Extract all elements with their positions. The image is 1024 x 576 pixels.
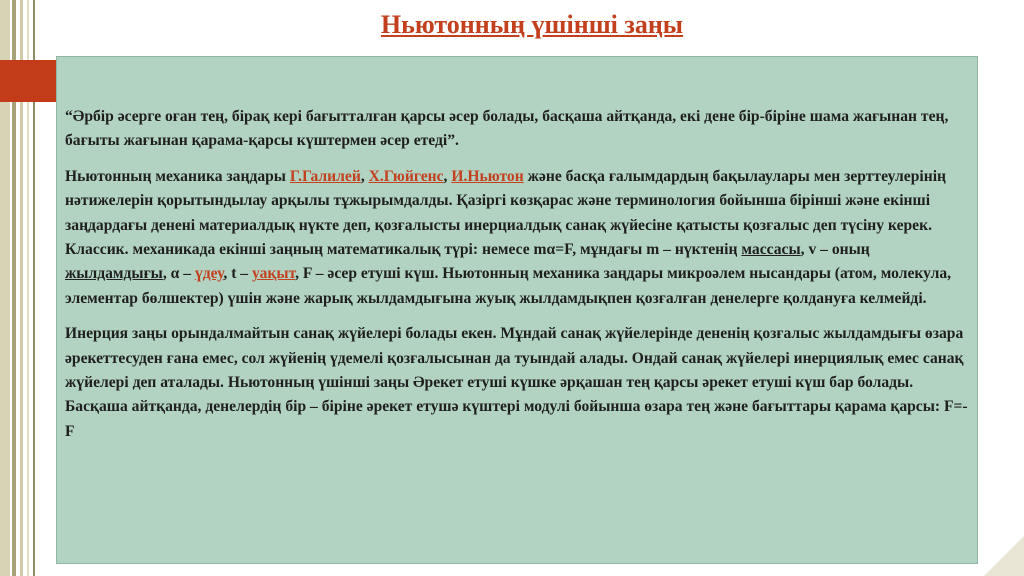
link-acceleration[interactable]: үдеу (194, 265, 224, 283)
link-newton[interactable]: И.Ньютон (451, 167, 524, 185)
inertia-paragraph: Инерция заңы орындалмайтын санақ жүйелері болады екен. Мұндай санақ жүйелерінде дененің қозғалыс жылдамдығы өзара әрекеттесуден ғана емес, сол жүйенің үдемелі қозғалысынан да туындай алады. Ондай санақ жүйелері инерциялық емес санақ жүйелері деп аталады. Ньютонның үшінші заңы Әрекет етуші күшке әрқашан тең қарсы әрекет етуші күш бар болады. Басқаша айтқанда, денелердің бір – біріне әрекет етушә күштері модулі бойынша өзара тең және бағыттары қарама қарсы: F=-F (65, 325, 968, 440)
paragraph-text: , F – әсер етуші күш. Ньютонның механика заңдары микроәлем нысандары (атом, молекула, элементар бөлшектер) үшін және жарық жылдамдығына жуық жылдамдықпен қозғалған денелерге қолдануға келмейді. (65, 265, 952, 307)
link-huygens[interactable]: Х.Гюйгенс (368, 167, 444, 185)
separator: , (360, 167, 369, 185)
link-galilei[interactable]: Г.Галилей (289, 167, 361, 185)
paragraph-text: және басқа ғалымдардың бақылаулары мен зерттеулерінің нәтижелерін қорытындылау арқылы тұжырымдалды. Қазіргі көзқарас және терминология бойынша бірінші және екінші заңдардағы денені материалдық нүкте деп, қозғалысты инерциалдық санақ жүйесіне қатысты қозғалыс деп түсіну керек. Классик. механикада екінші заңның математикалық түрі: немесе mα=F, мұндағы m – нүктенің (65, 167, 947, 259)
corner-decoration (964, 536, 1024, 576)
paragraph-text: , v – оның (800, 241, 870, 259)
slide-title: Ньютонның үшінші заңы (380, 10, 684, 39)
content-box (56, 56, 978, 564)
history-paragraph (65, 165, 969, 311)
accent-bar (0, 60, 56, 102)
paragraph-text: , t – (223, 265, 253, 283)
separator: , (443, 167, 452, 185)
quote-paragraph: “Әрбір әсерге оған тең, бірақ кері бағытталған қарсы әсер болады, басқаша айтқанда, екі дене бір-біріне шама жағынан тең, бағыты жағынан қарама-қарсы күштермен әсер етеді”. (65, 108, 949, 150)
term-velocity[interactable]: жылдамдығы (65, 265, 163, 283)
link-time[interactable]: уақыт (252, 265, 296, 283)
paragraph-text: Ньютонның механика заңдары (65, 167, 290, 185)
term-mass[interactable]: массасы (741, 241, 801, 259)
paragraph-text: , α – (162, 265, 195, 283)
